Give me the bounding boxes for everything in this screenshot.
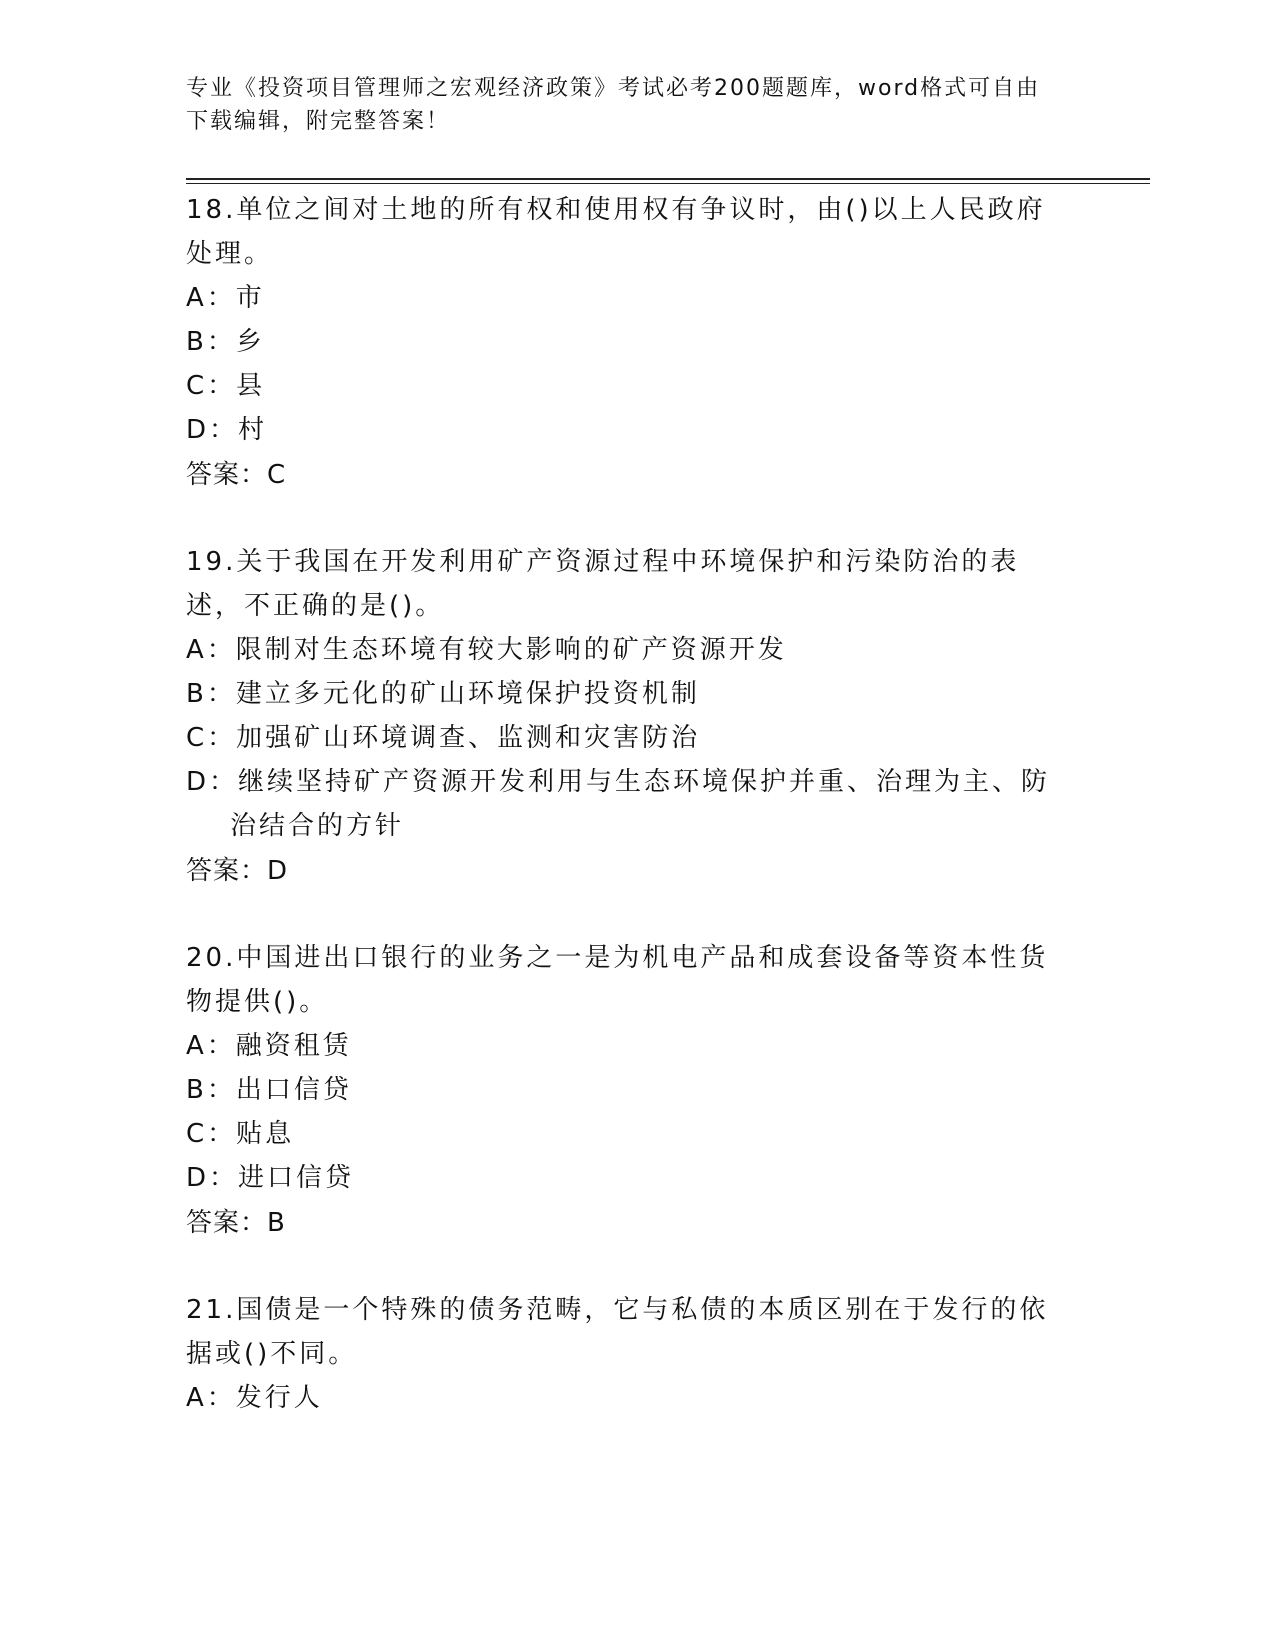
question-20 [186,936,1066,1246]
header-divider-thin [186,183,1150,184]
option-b: B：出口信贷 [186,1075,352,1105]
question-list [186,188,1066,1462]
option-d: D：村 [186,415,268,445]
option-c: C：加强矿山环境调查、监测和灾害防治 [186,723,701,753]
option-a: A：市 [186,283,265,313]
option-b: B：建立多元化的矿山环境保护投资机制 [186,679,700,709]
option-c: C：贴息 [186,1119,295,1149]
header-line-2: 下载编辑，附完整答案！ [186,109,451,134]
option-a: A：发行人 [186,1383,323,1413]
option-d: D：继续坚持矿产资源开发利用与生态环境保护并重、治理为主、防治结合的方针 [186,767,1051,841]
answer-text: 答案：B [186,1208,286,1238]
question-18 [186,188,1066,498]
option-d: D：进口信贷 [186,1163,355,1193]
answer-text: 答案：D [186,856,289,886]
question-21 [186,1288,1066,1420]
option-a: A：限制对生态环境有较大影响的矿产资源开发 [186,635,787,665]
question-stem: 19.关于我国在开发利用矿产资源过程中环境保护和污染防治的表述，不正确的是()。 [186,547,1020,621]
header-line-1: 专业《投资项目管理师之宏观经济政策》考试必考200题题库，word格式可自由 [186,76,1041,101]
option-c: C：县 [186,371,266,401]
answer-text: 答案：C [186,460,287,490]
question-stem: 21.国债是一个特殊的债务范畴，它与私债的本质区别在于发行的依据或()不同。 [186,1295,1049,1369]
question-stem: 20.中国进出口银行的业务之一是为机电产品和成套设备等资本性货物提供()。 [186,943,1049,1017]
option-b: B：乡 [186,327,265,357]
question-19 [186,540,1066,894]
option-a: A：融资租赁 [186,1031,352,1061]
document-header [186,72,1066,138]
question-stem: 18.单位之间对土地的所有权和使用权有争议时，由()以上人民政府处理。 [186,195,1046,269]
header-divider-thick [186,178,1150,180]
